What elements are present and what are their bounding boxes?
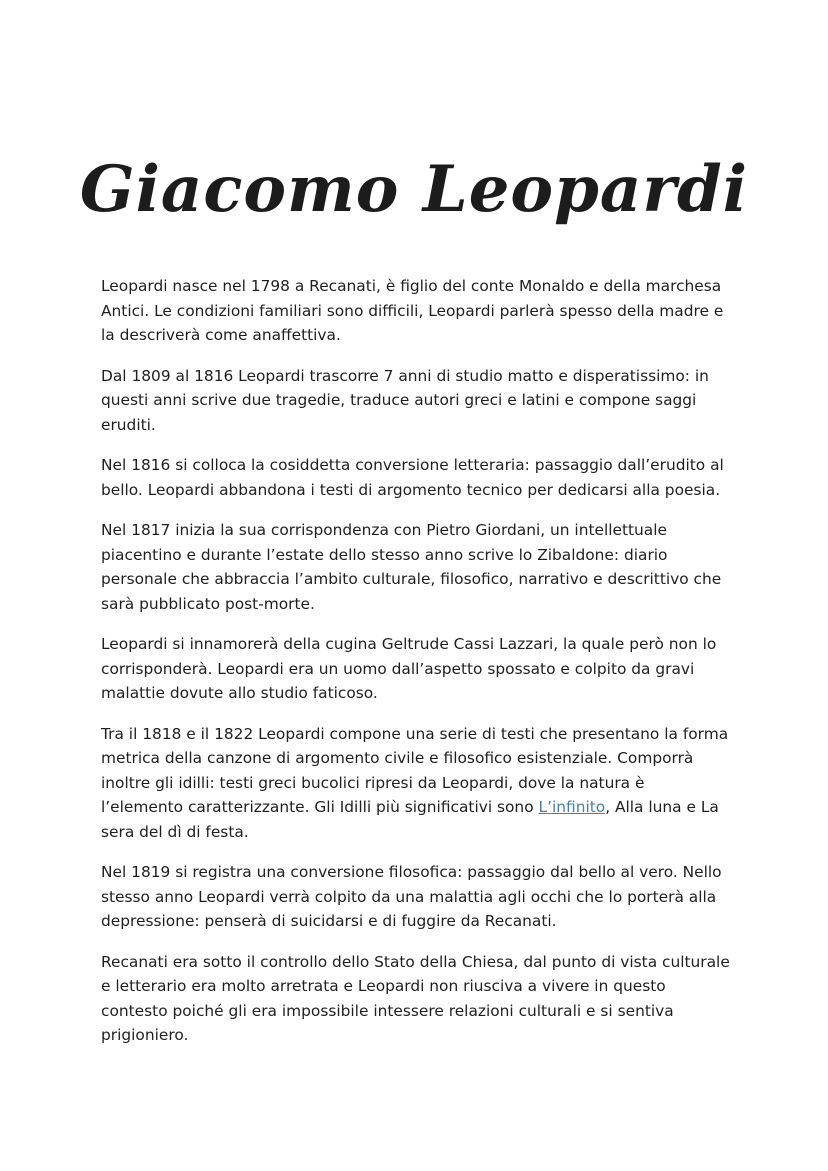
document-title: Giacomo Leopardi xyxy=(79,152,749,227)
paragraph-love: Leopardi si innamorerà della cugina Geltrude Cassi Lazzari, la quale però non lo corrisponderà. Leopardi era un uomo dall’aspetto spossato e colpito da gravi malattie dovute allo studio faticoso. xyxy=(101,635,717,702)
paragraph-idylls-text-after: , Alla luna e La sera del dì di festa. xyxy=(101,798,719,841)
paragraph-idylls-text-before: Tra il 1818 e il 1822 Leopardi compone una serie di testi che presentano la forma metrica della canzone di argomento civile e filosofico esistenziale. Comporrà inoltre gli idilli: testi greci bucolici ripresi da Leopardi, dove la natura è l’elemento caratterizzante. Gli Idilli più significativi sono xyxy=(101,724,729,816)
paragraph-literary-conversion: Nel 1816 si colloca la cosiddetta conversione letteraria: passaggio dall’erudito al bello. Leopardi abbandona i testi di argomento tecnico per dedicarsi alla poesia. xyxy=(101,456,724,499)
paragraph-zibaldone: Nel 1817 inizia la sua corrispondenza con Pietro Giordani, un intellettuale piacentino e durante l’estate dello stesso anno scrive lo Zibaldone: diario personale che abbraccia l’ambito culturale, filosofico, narrativo e descrittivo che sarà pubblicato post-morte. xyxy=(101,521,722,613)
paragraph-philosophical-conversion: Nel 1819 si registra una conversione filosofica: passaggio dal bello al vero. Nello stesso anno Leopardi verrà colpito da una malattia agli occhi che lo porterà alla depressione: penserà di suicidarsi e di fuggire da Recanati. xyxy=(101,863,722,930)
paragraph-recanati: Recanati era sotto il controllo dello Stato della Chiesa, dal punto di vista culturale e letterario era molto arretrata e Leopardi non riusciva a vivere in questo contesto poiché gli era impossibile intessere relazioni culturali e si sentiva prigioniero. xyxy=(101,952,730,1044)
document-body xyxy=(101,274,731,1064)
paragraph-studies: Dal 1809 al 1816 Leopardi trascorre 7 anni di studio matto e disperatissimo: in questi anni scrive due tragedie, traduce autori greci e latini e compone saggi eruditi. xyxy=(101,366,709,434)
infinito-link[interactable]: L’infinito xyxy=(538,798,606,816)
paragraph-idylls xyxy=(101,722,731,845)
paragraph-birth: Leopardi nasce nel 1798 a Recanati, è figlio del conte Monaldo e della marchesa Antici. Le condizioni familiari sono difficili, Leopardi parlerà spesso della madre e la descriverà come anaffettiva. xyxy=(101,277,724,344)
